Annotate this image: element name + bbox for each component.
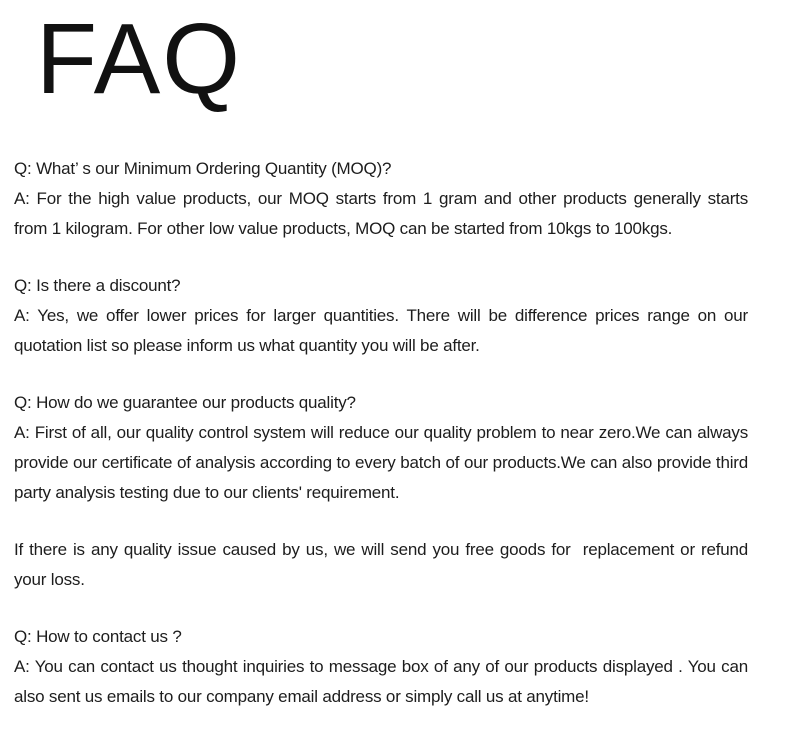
faq-answer: A: First of all, our quality control system will reduce our quality problem to near zero.We can always provide our certificate of analysis according to every batch of our products.We can also provide third party analysis testing due to our clients' requirement.	[14, 423, 748, 502]
faq-question: Q: Is there a discount?	[14, 276, 181, 295]
faq-answer: A: Yes, we offer lower prices for larger quantities. There will be difference prices range on our quotation list so please inform us what quantity you will be after.	[14, 306, 748, 355]
faq-answer: A: You can contact us thought inquiries to message box of any of our products displayed . You can also sent us emails to our company email address or simply call us at anytime!	[14, 657, 748, 706]
page-title: FAQ	[36, 3, 243, 115]
faq-item-moq	[14, 154, 748, 244]
faq-item-quality	[14, 388, 748, 508]
faq-question: Q: What’ s our Minimum Ordering Quantity (MOQ)?	[14, 159, 392, 178]
faq-question: Q: How do we guarantee our products quality?	[14, 393, 356, 412]
faq-item-guarantee-note	[14, 535, 748, 595]
faq-item-contact	[14, 622, 748, 712]
faq-question: Q: How to contact us ?	[14, 627, 182, 646]
faq-item-discount	[14, 271, 748, 361]
faq-answer: A: For the high value products, our MOQ starts from 1 gram and other products generally starts from 1 kilogram. For other low value products, MOQ can be started from 10kgs to 100kgs.	[14, 189, 748, 238]
faq-note: If there is any quality issue caused by us, we will send you free goods for replacement or refund your loss.	[14, 540, 748, 589]
faq-page	[0, 3, 800, 736]
faq-content	[14, 154, 748, 712]
